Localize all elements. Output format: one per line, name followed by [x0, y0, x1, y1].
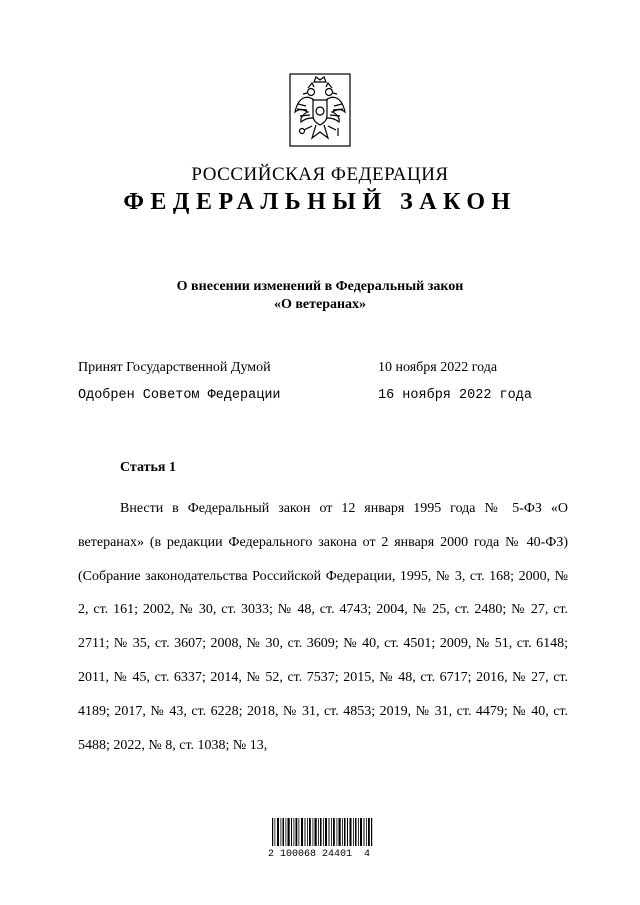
russian-coat-of-arms-icon	[288, 72, 352, 148]
article-heading: Статья 1	[120, 460, 176, 475]
adoption-date: 10 ноября 2022 года	[378, 360, 498, 375]
law-type-heading: ФЕДЕРАЛЬНЫЙ ЗАКОН	[123, 189, 517, 215]
law-title-line-2: «О ветеранах»	[273, 297, 367, 312]
law-title-line-1: О внесении изменений в Федеральный закон	[176, 279, 464, 294]
law-title	[0, 278, 640, 314]
adoption-label: Одобрен Советом Федерации	[78, 388, 281, 403]
country-heading: РОССИЙСКАЯ ФЕДЕРАЦИЯ	[191, 164, 449, 185]
adoption-date: 16 ноября 2022 года	[378, 388, 532, 403]
barcode-icon	[268, 816, 378, 846]
barcode-number: 2 100068 24401 4	[268, 849, 371, 860]
adoption-label: Принят Государственной Думой	[78, 360, 271, 375]
article-body: Внести в Федеральный закон от 12 января 1995 года № 5-ФЗ «О ветеранах» (в редакции Федерального закона от 2 января 2000 года № 40-ФЗ) (Собрание законодательства Российской Федерации, 1995, № 3, ст. 168; 2000, № 2, ст. 161; 2002, № 30, ст. 3033; № 48, ст. 4743; 2004, № 25, ст. 2480; № 27, ст. 2711; № 35, ст. 3607; 2008, № 30, ст. 3609; № 40, ст. 4501; 2009, № 51, ст. 6148; 2011, № 45, ст. 6337; 2014, № 52, ст. 7537; 2015, № 48, ст. 6717; 2016, № 27, ст. 4189; 2017, № 43, ст. 6228; 2018, № 31, ст. 4853; 2019, № 31, ст. 4479; № 40, ст. 5488; 2022, № 8, ст. 1038; № 13,	[78, 501, 568, 753]
